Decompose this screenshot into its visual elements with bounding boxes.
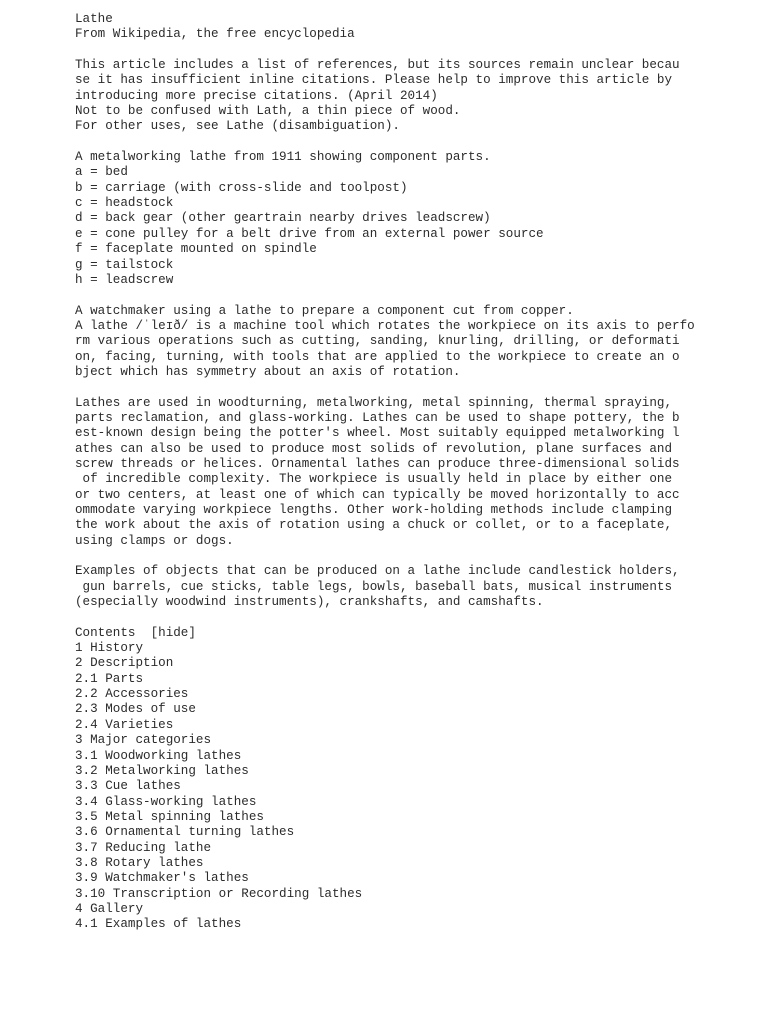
- toc-item-reducing-lathe[interactable]: 3.7 Reducing lathe: [75, 840, 212, 855]
- toc-item-varieties[interactable]: 2.4 Varieties: [75, 717, 174, 732]
- spacer: [75, 288, 755, 303]
- paragraph-line: bject which has symmetry about an axis of rotation.: [75, 364, 461, 379]
- spacer: [75, 549, 755, 564]
- toc-item-gallery[interactable]: 4 Gallery: [75, 901, 144, 916]
- spacer: [75, 43, 755, 58]
- paragraph-line: or two centers, at least one of which can typically be moved horizontally to acc: [75, 487, 680, 502]
- paragraph-line: gun barrels, cue sticks, table legs, bowls, baseball bats, musical instruments: [75, 579, 673, 594]
- caption-line: a = bed: [75, 165, 128, 180]
- toc-item-metal-spinning-lathes[interactable]: 3.5 Metal spinning lathes: [75, 809, 264, 824]
- caption-line: f = faceplate mounted on spindle: [75, 242, 317, 257]
- toc-item-description[interactable]: 2 Description: [75, 656, 174, 671]
- image-caption-1911: [75, 150, 755, 288]
- caption-line: b = carriage (with cross-slide and toolpost): [75, 180, 408, 195]
- toc-item-rotary-lathes[interactable]: 3.8 Rotary lathes: [75, 855, 204, 870]
- toc-item-major-categories[interactable]: 3 Major categories: [75, 733, 212, 748]
- table-of-contents: [75, 626, 755, 933]
- toc-item-ornamental-turning-lathes[interactable]: 3.6 Ornamental turning lathes: [75, 825, 295, 840]
- paragraph-line: parts reclamation, and glass-working. Lathes can be used to shape pottery, the b: [75, 410, 680, 425]
- paragraph-line: the work about the axis of rotation using a chuck or collet, or to a faceplate,: [75, 518, 673, 533]
- toc-item-transcription-lathes[interactable]: 3.10 Transcription or Recording lathes: [75, 886, 363, 901]
- contents-heading: Contents [hide]: [75, 625, 196, 640]
- paragraph-line: of incredible complexity. The workpiece is usually held in place by either one: [75, 472, 673, 487]
- notice-line: introducing more precise citations. (April 2014): [75, 88, 438, 103]
- notice-line: This article includes a list of references, but its sources remain unclear becau: [75, 58, 680, 73]
- article-subtitle: From Wikipedia, the free encyclopedia: [75, 27, 355, 42]
- intro-paragraph: [75, 304, 755, 381]
- caption-line: d = back gear (other geartrain nearby drives leadscrew): [75, 211, 491, 226]
- examples-paragraph: [75, 564, 755, 610]
- paragraph-line: ommodate varying workpiece lengths. Other work-holding methods include clamping: [75, 503, 673, 517]
- spacer: [75, 610, 755, 625]
- paragraph-line: using clamps or dogs.: [75, 533, 234, 548]
- toc-item-history[interactable]: 1 History: [75, 641, 144, 656]
- toc-item-glass-working-lathes[interactable]: 3.4 Glass-working lathes: [75, 794, 257, 809]
- paragraph-line: rm various operations such as cutting, sanding, knurling, drilling, or deformati: [75, 334, 680, 349]
- caption-line: c = headstock: [75, 196, 174, 211]
- toc-item-accessories[interactable]: 2.2 Accessories: [75, 687, 189, 702]
- spacer: [75, 380, 755, 395]
- toc-item-woodworking-lathes[interactable]: 3.1 Woodworking lathes: [75, 748, 242, 763]
- paragraph-line: A lathe /ˈleɪð/ is a machine tool which rotates the workpiece on its axis to perfo: [75, 318, 695, 333]
- hatnote-disambiguation: For other uses, see Lathe (disambiguation).: [75, 119, 400, 134]
- document-page: [75, 12, 755, 933]
- paragraph-line: est-known design being the potter's wheel. Most suitably equipped metalworking l: [75, 426, 680, 441]
- toc-item-cue-lathes[interactable]: 3.3 Cue lathes: [75, 779, 181, 794]
- paragraph-line: screw threads or helices. Ornamental lathes can produce three-dimensional solids: [75, 456, 680, 471]
- toc-item-watchmakers-lathes[interactable]: 3.9 Watchmaker's lathes: [75, 871, 249, 886]
- article-title: Lathe: [75, 12, 113, 26]
- toc-item-examples-of-lathes[interactable]: 4.1 Examples of lathes: [75, 917, 242, 932]
- notice-block: [75, 58, 755, 135]
- paragraph-line: A watchmaker using a lathe to prepare a component cut from copper.: [75, 303, 574, 318]
- hatnote-lath: Not to be confused with Lath, a thin piece of wood.: [75, 104, 461, 119]
- caption-line: A metalworking lathe from 1911 showing component parts.: [75, 150, 491, 165]
- paragraph-line: athes can also be used to produce most solids of revolution, plane surfaces and: [75, 441, 673, 456]
- caption-line: g = tailstock: [75, 257, 174, 272]
- notice-line: se it has insufficient inline citations. Please help to improve this article by: [75, 73, 673, 88]
- paragraph-line: (especially woodwind instruments), crankshafts, and camshafts.: [75, 595, 544, 610]
- paragraph-line: on, facing, turning, with tools that are applied to the workpiece to create an o: [75, 349, 680, 364]
- caption-line: h = leadscrew: [75, 272, 174, 287]
- caption-line: e = cone pulley for a belt drive from an external power source: [75, 226, 544, 241]
- toc-item-modes-of-use[interactable]: 2.3 Modes of use: [75, 702, 196, 717]
- paragraph-line: Lathes are used in woodturning, metalworking, metal spinning, thermal spraying,: [75, 395, 673, 410]
- uses-paragraph: [75, 396, 755, 549]
- toc-item-parts[interactable]: 2.1 Parts: [75, 671, 144, 686]
- paragraph-line: Examples of objects that can be produced on a lathe include candlestick holders,: [75, 564, 680, 579]
- toc-item-metalworking-lathes[interactable]: 3.2 Metalworking lathes: [75, 763, 249, 778]
- spacer: [75, 135, 755, 150]
